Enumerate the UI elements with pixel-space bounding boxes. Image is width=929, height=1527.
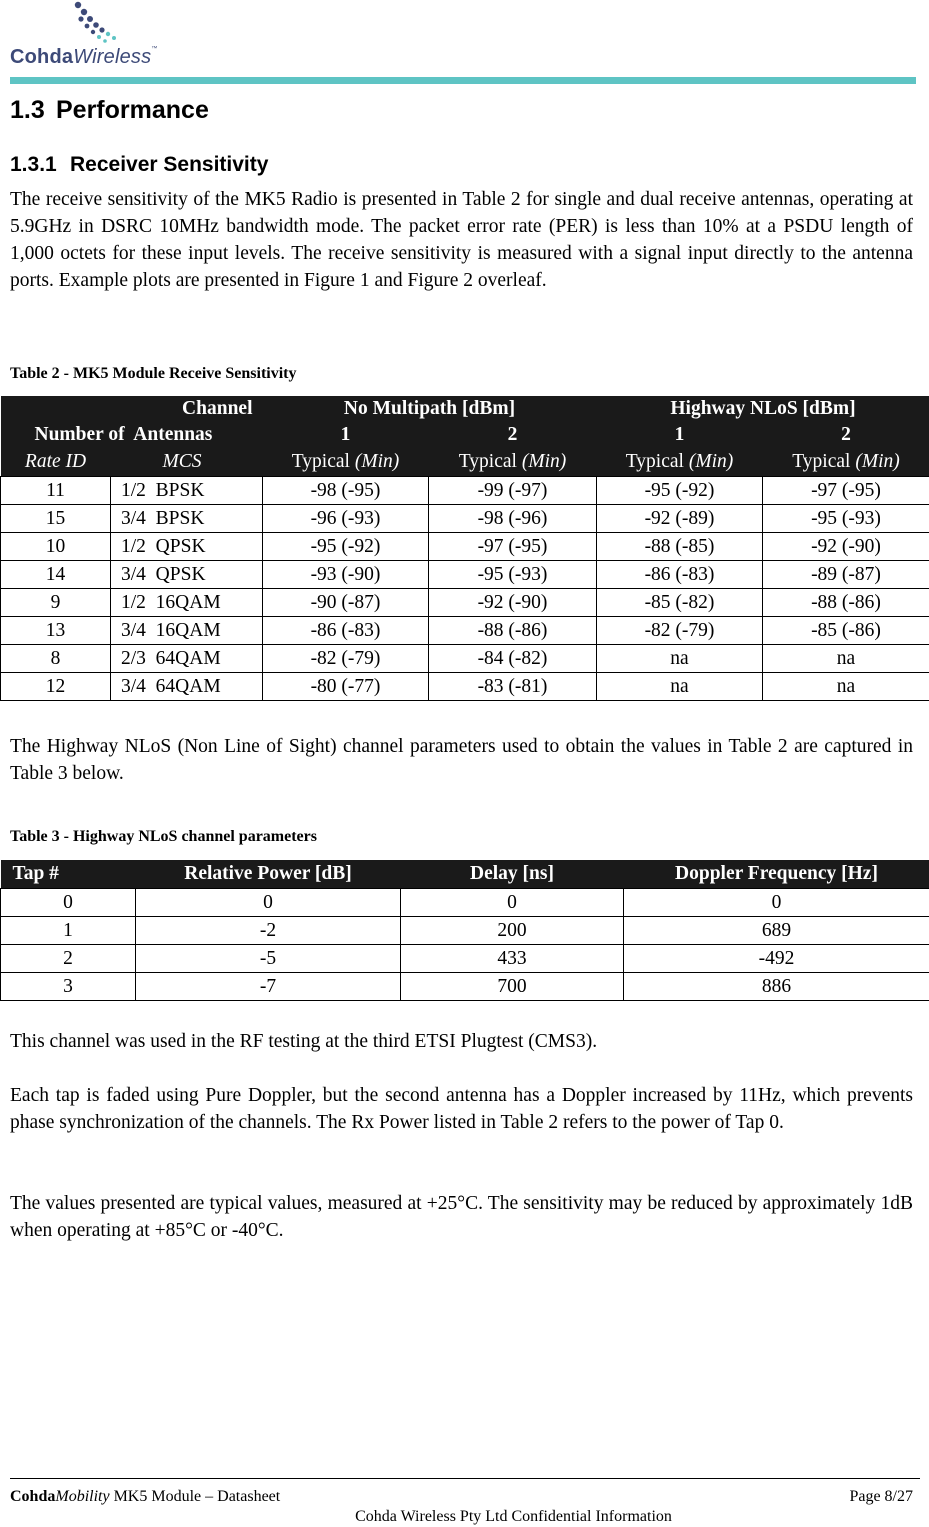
value-cell: -84 (-82) xyxy=(429,645,597,673)
value-cell: -95 (-93) xyxy=(763,505,929,533)
logo-dots-icon xyxy=(72,0,122,46)
value-cell: -98 (-95) xyxy=(263,477,429,505)
header-hw-ant2: 2 xyxy=(841,424,851,445)
table-row xyxy=(1,645,929,673)
section-heading: 1.3 Performance xyxy=(10,96,209,124)
mcs-cell: 2/3 64QAM xyxy=(111,645,263,673)
value-cell: -5 xyxy=(136,945,401,973)
tap-cell: 0 xyxy=(1,889,136,917)
value-cell: -98 (-96) xyxy=(429,505,597,533)
value-cell: 0 xyxy=(136,889,401,917)
value-cell: -96 (-93) xyxy=(263,505,429,533)
header-relative-power: Relative Power [dB] xyxy=(184,863,352,884)
rate-id-cell: 15 xyxy=(1,505,111,533)
value-cell: -95 (-93) xyxy=(429,561,597,589)
rate-id-cell: 10 xyxy=(1,533,111,561)
header-delay: Delay [ns] xyxy=(470,863,554,884)
tap-cell: 1 xyxy=(1,917,136,945)
nlos-paragraph: The Highway NLoS (Non Line of Sight) channel parameters used to obtain the values in Table 2 are captured in Table 3 below. xyxy=(10,736,913,784)
table2-caption: Table 2 - MK5 Module Receive Sensitivity xyxy=(10,365,297,382)
value-cell: 200 xyxy=(401,917,624,945)
header-rule xyxy=(10,77,916,84)
subsection-heading: 1.3.1 Receiver Sensitivity xyxy=(10,153,269,176)
value-cell: -88 (-86) xyxy=(763,589,929,617)
table3-caption: Table 3 - Highway NLoS channel parameters xyxy=(10,828,317,845)
header-tap: Tap # xyxy=(12,863,59,884)
header-typical-min: Typical (Min) xyxy=(792,451,900,472)
value-cell: -85 (-86) xyxy=(763,617,929,645)
mcs-cell: 3/4 QPSK xyxy=(111,561,263,589)
table-row xyxy=(1,973,929,1001)
doppler-paragraph: Each tap is faded using Pure Doppler, but the second antenna has a Doppler increased by 11Hz, which prevents phase synchronization of the channels. The Rx Power listed in Table 2 refers to the power of Tap 0. xyxy=(10,1085,913,1133)
table-row xyxy=(1,889,929,917)
value-cell: -92 (-90) xyxy=(763,533,929,561)
value-cell: -80 (-77) xyxy=(263,673,429,701)
rate-id-cell: 13 xyxy=(1,617,111,645)
mcs-cell: 3/4 64QAM xyxy=(111,673,263,701)
mcs-cell: 3/4 BPSK xyxy=(111,505,263,533)
value-cell: -88 (-86) xyxy=(429,617,597,645)
value-cell: -93 (-90) xyxy=(263,561,429,589)
mcs-cell: 1/2 QPSK xyxy=(111,533,263,561)
table3-header-row xyxy=(1,860,929,889)
header-channel: Channel xyxy=(182,398,253,419)
value-cell: -92 (-90) xyxy=(429,589,597,617)
value-cell: -86 (-83) xyxy=(263,617,429,645)
table2-header-row-3 xyxy=(1,448,929,477)
table-row xyxy=(1,561,929,589)
value-cell: na xyxy=(597,673,763,701)
mcs-cell: 1/2 16QAM xyxy=(111,589,263,617)
mcs-cell: 1/2 BPSK xyxy=(111,477,263,505)
company-logo xyxy=(10,0,180,72)
header-highway-nlos: Highway NLoS [dBm] xyxy=(670,398,856,419)
value-cell: -88 (-85) xyxy=(597,533,763,561)
value-cell: -97 (-95) xyxy=(429,533,597,561)
header-mcs: MCS xyxy=(162,451,202,472)
value-cell: -7 xyxy=(136,973,401,1001)
footer-page-number: Page 8/27 xyxy=(849,1488,913,1505)
plugtest-paragraph: This channel was used in the RF testing at the third ETSI Plugtest (CMS3). xyxy=(10,1031,598,1052)
header-no-multipath: No Multipath [dBm] xyxy=(343,398,516,419)
value-cell: -83 (-81) xyxy=(429,673,597,701)
value-cell: na xyxy=(763,673,929,701)
logo-wordmark: CohdaWireless™ xyxy=(10,46,158,68)
footer-confidential: Cohda Wireless Pty Ltd Confidential Information xyxy=(355,1508,672,1525)
header-doppler: Doppler Frequency [Hz] xyxy=(675,863,878,884)
intro-paragraph: The receive sensitivity of the MK5 Radio is presented in Table 2 for single and dual receive antennas, operating at 5.9GHz in DSRC 10MHz bandwidth mode. The packet error rate (PER) is less than 10% at a PSDU length of 1,000 octets for these input levels. The receive sensitivity is measured with a signal input directly to the antenna ports. Example plots are presented in Figure 1 and Figure 2 overleaf. xyxy=(10,189,913,291)
value-cell: -97 (-95) xyxy=(763,477,929,505)
value-cell: 433 xyxy=(401,945,624,973)
header-nm-ant1: 1 xyxy=(340,424,351,445)
value-cell: -82 (-79) xyxy=(597,617,763,645)
header-typical-min: Typical (Min) xyxy=(458,451,567,472)
tap-cell: 3 xyxy=(1,973,136,1001)
rate-id-cell: 11 xyxy=(1,477,111,505)
typical-values-paragraph: The values presented are typical values, measured at +25°C. The sensitivity may be reduced by approximately 1dB when operating at +85°C or -40°C. xyxy=(10,1193,913,1241)
footer-document-title: CohdaMobility MK5 Module – Datasheet xyxy=(10,1488,281,1505)
rate-id-cell: 12 xyxy=(1,673,111,701)
table-row xyxy=(1,673,929,701)
table-row xyxy=(1,945,929,973)
table-row xyxy=(1,477,929,505)
value-cell: 0 xyxy=(624,889,929,917)
value-cell: 886 xyxy=(624,973,929,1001)
value-cell: na xyxy=(597,645,763,673)
header-hw-ant1: 1 xyxy=(674,424,685,445)
table-row xyxy=(1,617,929,645)
rate-id-cell: 8 xyxy=(1,645,111,673)
table-row xyxy=(1,917,929,945)
value-cell: -82 (-79) xyxy=(263,645,429,673)
value-cell: 689 xyxy=(624,917,929,945)
value-cell: na xyxy=(763,645,929,673)
receive-sensitivity-table xyxy=(0,396,929,701)
value-cell: -85 (-82) xyxy=(597,589,763,617)
header-number-of-antennas: Number of Antennas xyxy=(34,424,213,445)
footer-rule xyxy=(10,1478,920,1479)
value-cell: -492 xyxy=(624,945,929,973)
mcs-cell: 3/4 16QAM xyxy=(111,617,263,645)
value-cell: 0 xyxy=(401,889,624,917)
table2-header-row-1 xyxy=(1,396,929,422)
value-cell: -92 (-89) xyxy=(597,505,763,533)
value-cell: 700 xyxy=(401,973,624,1001)
header-typical-min: Typical (Min) xyxy=(625,451,734,472)
tap-cell: 2 xyxy=(1,945,136,973)
value-cell: -90 (-87) xyxy=(263,589,429,617)
value-cell: -89 (-87) xyxy=(763,561,929,589)
header-nm-ant2: 2 xyxy=(507,424,518,445)
value-cell: -2 xyxy=(136,917,401,945)
rate-id-cell: 9 xyxy=(1,589,111,617)
value-cell: -86 (-83) xyxy=(597,561,763,589)
value-cell: -95 (-92) xyxy=(263,533,429,561)
table2-header-row-2 xyxy=(1,422,929,448)
rate-id-cell: 14 xyxy=(1,561,111,589)
table-row xyxy=(1,505,929,533)
highway-nlos-table xyxy=(0,860,929,1001)
table-row xyxy=(1,589,929,617)
value-cell: -99 (-97) xyxy=(429,477,597,505)
table-row xyxy=(1,533,929,561)
header-typical-min: Typical (Min) xyxy=(291,451,400,472)
value-cell: -95 (-92) xyxy=(597,477,763,505)
header-rate-id: Rate ID xyxy=(24,451,87,472)
